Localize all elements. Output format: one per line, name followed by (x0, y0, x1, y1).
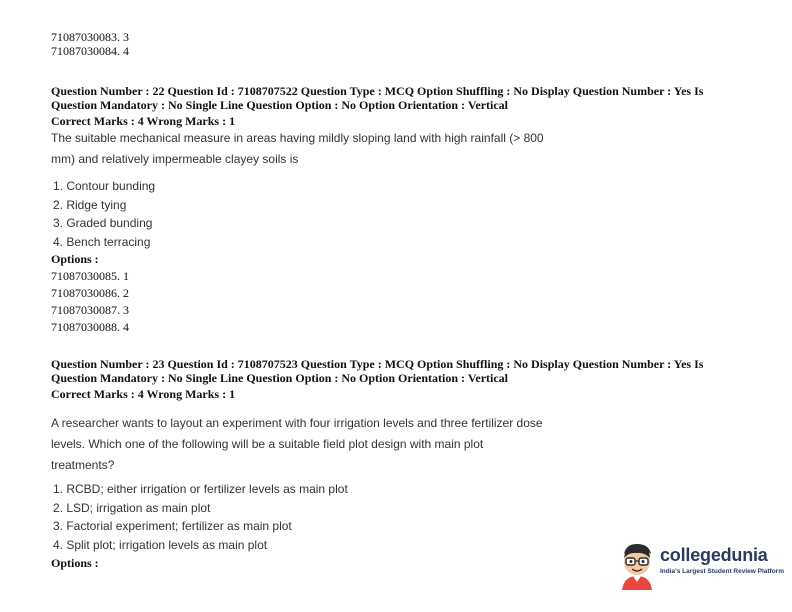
q22-meta-line2: Question Mandatory : No Single Line Question Option : No Option Orientation : Vertical (51, 98, 509, 112)
option-id-line: 71087030088. 4 (51, 320, 129, 334)
collegedunia-logo (616, 540, 784, 590)
q23-stem-line1: A researcher wants to layout an experiment with four irrigation levels and three fertilizer dose (51, 416, 543, 430)
q22-meta-line1: Question Number : 22 Question Id : 7108707522 Question Type : MCQ Option Shuffling : No Display Question Number : Yes Is (51, 84, 704, 98)
q22-meta (51, 84, 703, 112)
choice-item: 3. Factorial experiment; fertilizer as main plot (53, 519, 292, 533)
q22-stem-line2: mm) and relatively impermeable clayey soils is (51, 152, 299, 166)
q22-marks: Correct Marks : 4 Wrong Marks : 1 (51, 114, 236, 128)
mascot-icon (616, 540, 658, 590)
choice-item: 4. Split plot; irrigation levels as main plot (53, 537, 268, 552)
choice-item: 2. Ridge tying (53, 197, 127, 212)
q22-stem-line1: The suitable mechanical measure in areas having mildly sloping land with high rainfall (> 800 (51, 131, 544, 145)
choice-item: 1. RCBD; either irrigation or fertilizer levels as main plot (53, 482, 348, 496)
q22-stem (51, 128, 544, 170)
q23-stem (51, 413, 543, 476)
logo-tagline: India's Largest Student Review Platform (660, 568, 784, 575)
q23-marks: Correct Marks : 4 Wrong Marks : 1 (51, 387, 236, 401)
q23-meta-line2: Question Mandatory : No Single Line Question Option : No Option Orientation : Vertical (51, 371, 509, 385)
q23-meta (51, 357, 703, 385)
q23-options-label: Options : (51, 556, 99, 570)
prev-question-options (51, 30, 129, 58)
q23-stem-line2: levels. Which one of the following will be a suitable field plot design with main plot (51, 437, 484, 451)
choice-item: 1. Contour bunding (53, 179, 156, 193)
option-id-line: 71087030085. 1 (51, 269, 129, 283)
option-id-line: 71087030087. 3 (51, 303, 129, 317)
choice-item: 4. Bench terracing (53, 234, 151, 249)
q22-choices (51, 177, 155, 251)
option-id-line: 71087030083. 3 (51, 30, 129, 44)
option-id-line: 71087030086. 2 (51, 286, 129, 300)
q22-options (51, 252, 129, 334)
options-label: Options : (51, 252, 99, 266)
option-id-line: 71087030084. 4 (51, 44, 129, 58)
choice-item: 2. LSD; irrigation as main plot (53, 500, 211, 515)
q23-stem-line3: treatments? (51, 458, 115, 472)
logo-wordmark: collegedunia (660, 545, 768, 565)
q23-meta-line1: Question Number : 23 Question Id : 7108707523 Question Type : MCQ Option Shuffling : No Display Question Number : Yes Is (51, 357, 704, 371)
choice-item: 3. Graded bunding (53, 216, 153, 230)
q23-choices (51, 480, 348, 554)
